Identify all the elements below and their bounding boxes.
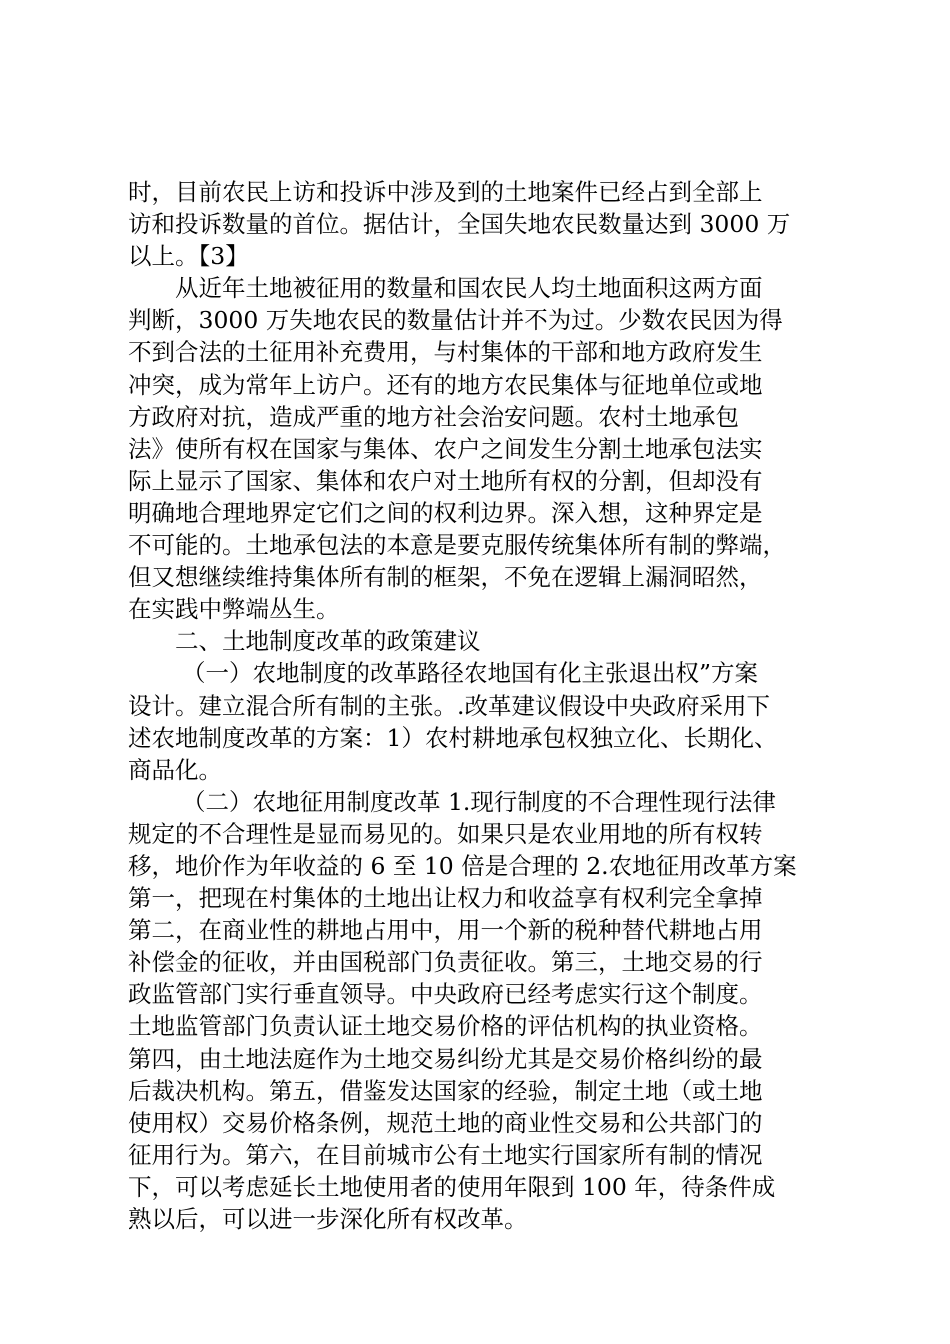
text-line: 第四，由土地法庭作为土地交易纠纷尤其是交易价格纠纷的最 xyxy=(128,1044,763,1073)
text-line: 不到合法的土征用补充费用，与村集体的干部和地方政府发生 xyxy=(128,338,763,367)
paragraph-start-line: 从近年土地被征用的数量和国农民人均土地面积这两方面 xyxy=(175,274,763,303)
text-line: 法》使所有权在国家与集体、农户之间发生分割土地承包法实 xyxy=(128,434,763,463)
text-line: 述农地制度改革的方案：1）农村耕地承包权独立化、长期化、 xyxy=(128,723,778,752)
text-line: 规定的不合理性是显而易见的。如果只是农业用地的所有权转 xyxy=(128,819,763,848)
text-line: 征用行为。第六，在目前城市公有土地实行国家所有制的情况 xyxy=(128,1140,763,1169)
document-body xyxy=(128,176,838,1235)
text-line: 商品化。 xyxy=(128,755,222,784)
text-line: 明确地合理地界定它们之间的权利边界。深入想，这种界定是 xyxy=(128,498,763,527)
text-line: 访和投诉数量的首位。据估计，全国失地农民数量达到 3000 万 xyxy=(128,210,791,239)
text-line: 际上显示了国家、集体和农户对土地所有权的分割，但却没有 xyxy=(128,466,763,495)
text-line: 熟以后，可以进一步深化所有权改革。 xyxy=(128,1205,528,1233)
text-line: 第一，把现在村集体的土地出让权力和收益享有权利完全拿掉 xyxy=(128,884,763,913)
text-line: 移，地价作为年收益的 6 至 10 倍是合理的 2.农地征用改革方案 xyxy=(128,851,797,880)
text-line: 在实践中弊端丛生。 xyxy=(128,595,340,624)
text-line: 使用权）交易价格条例，规范土地的商业性交易和公共部门的 xyxy=(128,1108,763,1137)
text-line: 以上。【3】 xyxy=(128,242,249,271)
text-line: 下，可以考虑延长土地使用者的使用年限到 100 年，待条件成 xyxy=(128,1172,776,1201)
text-line: 补偿金的征收，并由国税部门负责征收。第三，土地交易的行 xyxy=(128,948,763,977)
text-line: 方政府对抗，造成严重的地方社会治安问题。农村土地承包 xyxy=(128,402,739,431)
text-line: 冲突，成为常年上访户。还有的地方农民集体与征地单位或地 xyxy=(128,370,763,399)
text-line: 土地监管部门负责认证土地交易价格的评估机构的执业资格。 xyxy=(128,1012,763,1041)
text-line: 第二，在商业性的耕地占用中，用一个新的税种替代耕地占用 xyxy=(128,916,763,945)
text-line: 政监管部门实行垂直领导。中央政府已经考虑实行这个制度。 xyxy=(128,980,763,1009)
section-heading: 二、土地制度改革的政策建议 xyxy=(175,627,481,656)
text-line: 后裁决机构。第五，借鉴发达国家的经验，制定土地（或土地 xyxy=(128,1076,763,1105)
text-line: 设计。建立混合所有制的主张。.改革建议假设中央政府采用下 xyxy=(128,691,770,720)
paragraph-start-line: （一）农地制度的改革路径农地国有化主张退出权”方案 xyxy=(182,659,759,688)
paragraph-start-line: （二）农地征用制度改革 1.现行制度的不合理性现行法律 xyxy=(182,787,776,816)
text-line: 时，目前农民上访和投诉中涉及到的土地案件已经占到全部上 xyxy=(128,178,763,206)
text-line: 判断，3000 万失地农民的数量估计并不为过。少数农民因为得 xyxy=(128,306,783,335)
text-line: 不可能的。土地承包法的本意是要克服传统集体所有制的弊端， xyxy=(128,531,786,560)
text-line: 但又想继续维持集体所有制的框架，不免在逻辑上漏洞昭然， xyxy=(128,563,763,592)
